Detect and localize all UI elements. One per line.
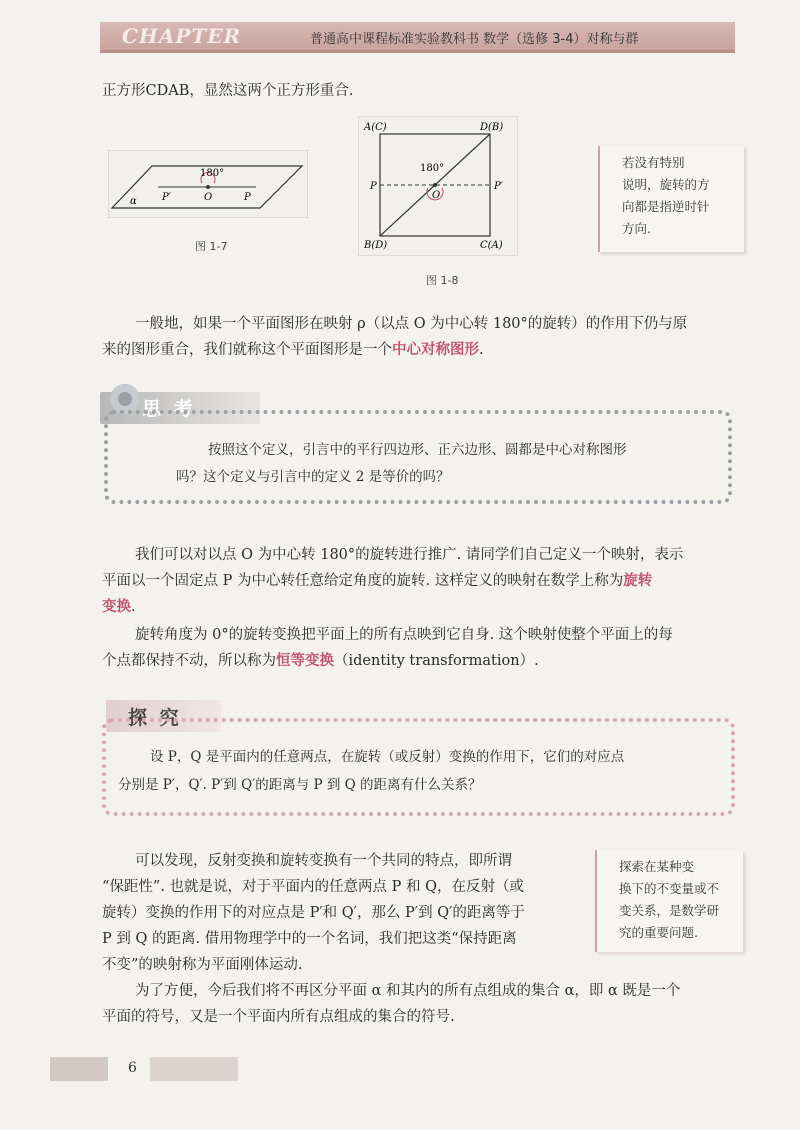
para5-line1: 为了方便，今后我们将不再区分平面 α 和其内的所有点组成的集合 α，即 α 既是一个: [135, 983, 681, 999]
fig18-o: O: [432, 190, 441, 201]
fig17-alpha: α: [130, 196, 137, 207]
figure-1-8: [358, 116, 518, 260]
para4-line1: 可以发现，反射变换和旋转变换有一个共同的特点，即所谓: [135, 853, 512, 869]
fig18-angle: 180°: [420, 163, 445, 174]
para3-line1: 旋转角度为 0°的旋转变换把平面上的所有点映到它自身. 这个映射使整个平面上的每: [135, 627, 673, 643]
footer-bar-left: [50, 1057, 108, 1081]
para3-line2: 个点都保持不动，所以称为恒等变换（identity transformation）.: [102, 652, 539, 669]
think-line2: 吗？这个定义与引言中的定义 2 是等价的吗？: [176, 469, 450, 485]
footer-bar-right: [150, 1057, 238, 1081]
fig17-p-prime: P′: [162, 192, 171, 203]
term-rotation-1: 旋转: [623, 572, 653, 589]
fig18-top-left: A(C): [364, 122, 387, 133]
figure-1-7-caption: 图 1-7: [195, 240, 228, 253]
fig18-bottom-right: C(A): [480, 240, 503, 251]
think-label: 思 考: [142, 398, 196, 420]
side-note-rotation-direction: 若没有特别 说明，旋转的方 向都是指逆时针 方向.: [598, 146, 744, 252]
term-rotation-2: 变换: [102, 598, 131, 615]
para1-line2: 来的图形重合，我们就称这个平面图形是一个中心对称图形.: [102, 341, 484, 358]
para4-line3: 旋转）变换的作用下的对应点是 P′和 Q′，那么 P′到 Q′的距离等于: [102, 905, 525, 921]
book-title: 普通高中课程标准实验教科书 数学（选修 3-4）对称与群: [310, 32, 639, 47]
term-identity-transformation: 恒等变换: [276, 652, 334, 669]
side-note-invariants: 探索在某种变 换下的不变量或不 变关系，是数学研 究的重要问题.: [595, 850, 743, 952]
para2-line2: 平面以一个固定点 P 为中心转任意给定角度的旋转. 这样定义的映射在数学上称为旋转: [102, 572, 653, 589]
para5-line2: 平面的符号，又是一个平面内所有点组成的集合的符号.: [102, 1009, 455, 1025]
fig17-o: O: [204, 192, 213, 203]
chapter-label: CHAPTER: [122, 24, 242, 48]
intro-line: 正方形CDAB，显然这两个正方形重合.: [102, 83, 354, 99]
explore-line1: 设 P，Q 是平面内的任意两点，在旋转（或反射）变换的作用下，它们的对应点: [150, 749, 625, 765]
para2-line3: 变换.: [102, 598, 136, 615]
para1-line1: 一般地，如果一个平面图形在映射 ρ（以点 O 为中心转 180°的旋转）的作用下仍与原: [135, 316, 688, 332]
para4-line2: “保距性”. 也就是说，对于平面内的任意两点 P 和 Q，在反射（或: [102, 879, 525, 895]
figure-1-7: [108, 150, 308, 222]
explore-label: 探 究: [128, 707, 182, 729]
fig17-p: P: [244, 192, 251, 203]
para4-line5: 不变”的映射称为平面刚体运动.: [102, 957, 303, 973]
fig18-p-right: P′: [494, 181, 503, 192]
figure-1-7-diagram: [108, 150, 308, 218]
page-number: 6: [128, 1060, 137, 1076]
para4-line4: P 到 Q 的距离. 借用物理学中的一个名词，我们把这类“保持距离: [102, 931, 517, 947]
explore-line2: 分别是 P′，Q′. P′到 Q′的距离与 P 到 Q 的距离有什么关系？: [118, 777, 482, 793]
figure-1-8-caption: 图 1-8: [426, 274, 459, 287]
fig18-bottom-left: B(D): [364, 240, 388, 251]
fig18-top-right: D(B): [480, 122, 504, 133]
para2-line1: 我们可以对以点 O 为中心转 180°的旋转进行推广. 请同学们自己定义一个映射，表示: [135, 547, 684, 563]
figure-1-8-diagram: [358, 116, 518, 256]
fig17-angle: 180°: [200, 168, 225, 179]
fig18-p-left: P: [370, 181, 377, 192]
think-line1: 按照这个定义，引言中的平行四边形、正六边形、圆都是中心对称图形: [208, 442, 627, 458]
term-central-symmetric: 中心对称图形: [392, 341, 479, 358]
